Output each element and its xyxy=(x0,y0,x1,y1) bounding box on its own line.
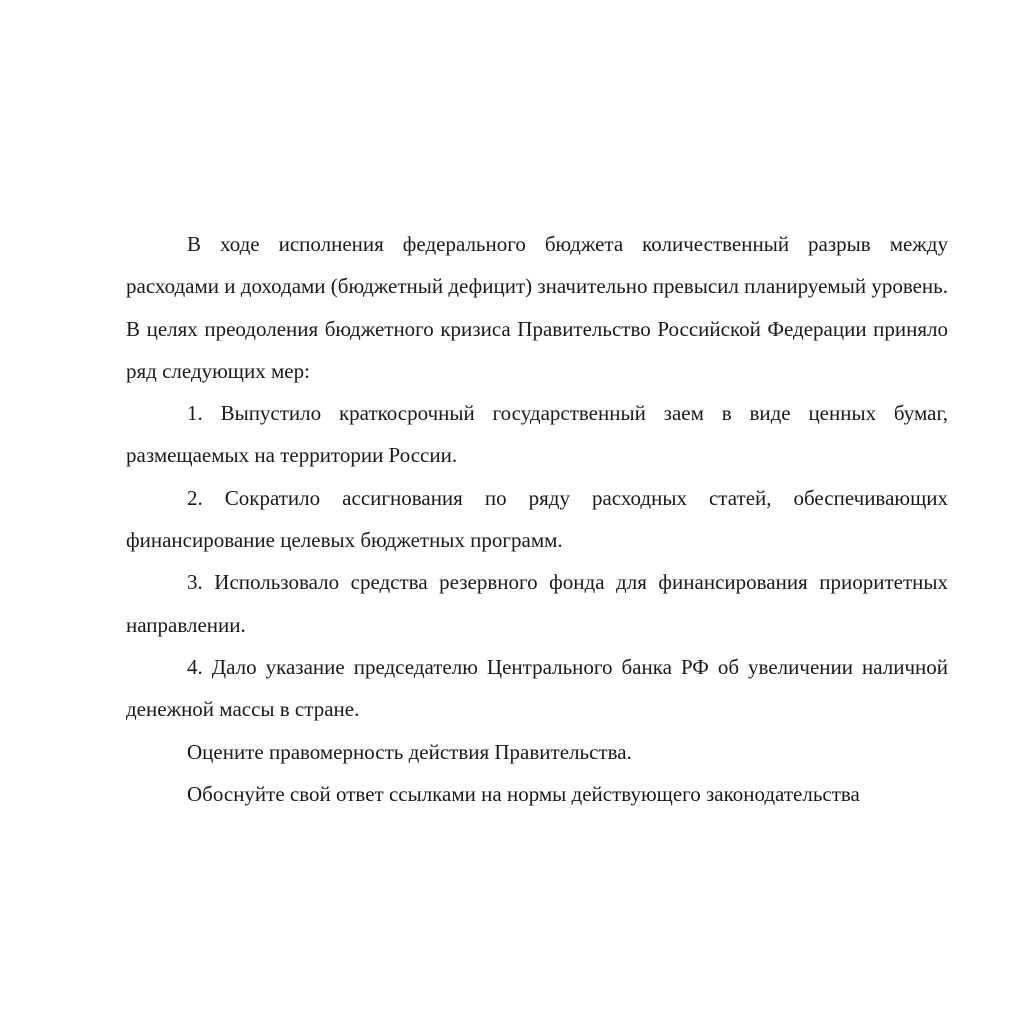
document-body xyxy=(126,223,948,815)
paragraph-instruction: Обоснуйте свой ответ ссылками на нормы действующего законодательства xyxy=(187,781,860,806)
paragraph-measure-2: 2. Сократило ассигнования по ряду расходных статей, обеспечивающих финансирование целевых бюджетных программ. xyxy=(126,485,948,553)
paragraph-measure-4: 4. Дало указание председателю Центрального банка РФ об увеличении наличной денежной массы в стране. xyxy=(126,654,948,722)
paragraph-question: Оцените правомерность действия Правительства. xyxy=(187,739,632,764)
paragraph-measure-1: 1. Выпустило краткосрочный государственный заем в виде ценных бумаг, размещаемых на территории России. xyxy=(126,401,948,468)
paragraph-intro: В ходе исполнения федерального бюджета количественный разрыв между расходами и доходами (бюджетный дефицит) значительно превысил планируемый уровень. В целях преодоления бюджетного кризиса Правительство Российской Федерации приняло ряд следующих мер: xyxy=(126,232,948,383)
paragraph-measure-3: 3. Использовало средства резервного фонда для финансирования приоритетных направлении. xyxy=(126,570,948,637)
